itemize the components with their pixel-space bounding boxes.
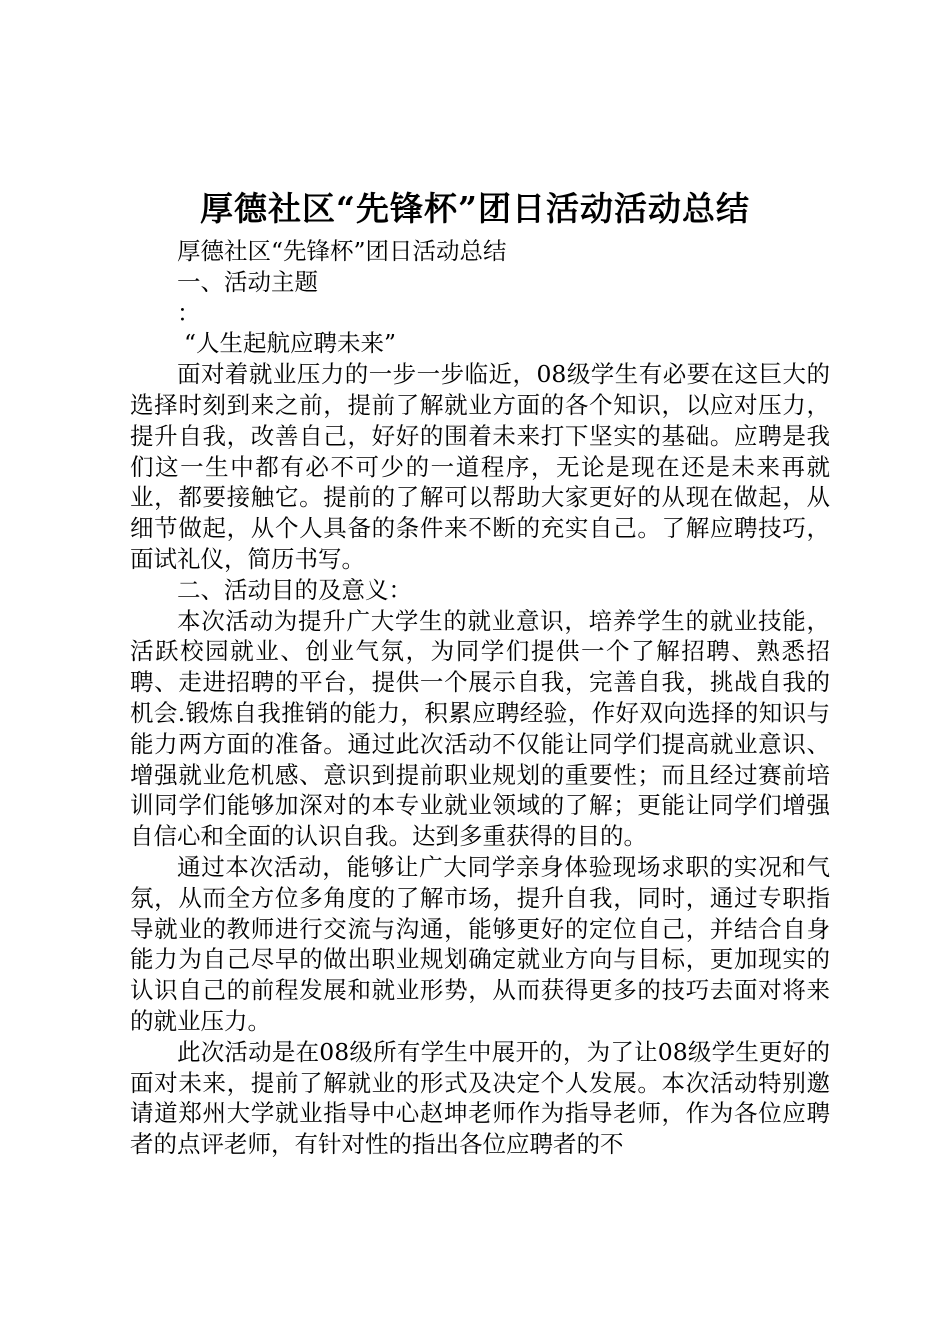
paragraph-4: 此次活动是在08级所有学生中展开的，为了让08级学生更好的面对未来，提前了解就业的形式及决定个人发展。本次活动特别邀请道郑州大学就业指导中心赵坤老师作为指导老师，作为各位应聘者的点评老师，有针对性的指出各位应聘者的不 xyxy=(130,1037,830,1159)
paragraph-1: 面对着就业压力的一步一步临近，08级学生有必要在这巨大的选择时刻到来之前，提前了解就业方面的各个知识，以应对压力，提升自我，改善自己，好好的围着未来打下坚实的基础。应聘是我们这一生中都有必不可少的一道程序，无论是现在还是未来再就业，都要接触它。提前的了解可以帮助大家更好的从现在做起，从细节做起，从个人具备的条件来不断的充实自己。了解应聘技巧，面试礼仪，简历书写。 xyxy=(130,360,830,573)
section-heading-purpose: 二、活动目的及意义： xyxy=(177,575,412,604)
section-heading-theme: 一、活动主题 xyxy=(177,267,318,296)
document-title: 厚德社区“先锋杯”团日活动活动总结 xyxy=(200,189,750,228)
document-body xyxy=(130,236,830,1160)
theme-quote: “人生起航应聘未来” xyxy=(184,329,397,358)
paragraph-3: 通过本次活动，能够让广大同学亲身体验现场求职的实况和气氛，从而全方位多角度的了解市场，提升自我，同时，通过专职指导就业的教师进行交流与沟通，能够更好的定位自己，并结合自身能力为自己尽早的做出职业规划确定就业方向与目标，更加现实的认识自己的前程发展和就业形势，从而获得更多的技巧去面对将来的就业压力。 xyxy=(130,852,830,1035)
section-colon: ： xyxy=(177,298,201,327)
paragraph-2: 本次活动为提升广大学生的就业意识，培养学生的就业技能，活跃校园就业、创业气氛，为同学们提供一个了解招聘、熟悉招聘、走进招聘的平台，提供一个展示自我，完善自我，挑战自我的机会.锻炼自我推销的能力，积累应聘经验，作好双向选择的知识与能力两方面的准备。通过此次活动不仅能让同学们提高就业意识、增强就业危机感、意识到提前职业规划的重要性；而且经过赛前培训同学们能够加深对的本专业就业领域的了解；更能让同学们增强自信心和全面的认识自我。达到多重获得的目的。 xyxy=(130,606,830,851)
document-subtitle: 厚德社区“先锋杯”团日活动总结 xyxy=(177,237,507,265)
